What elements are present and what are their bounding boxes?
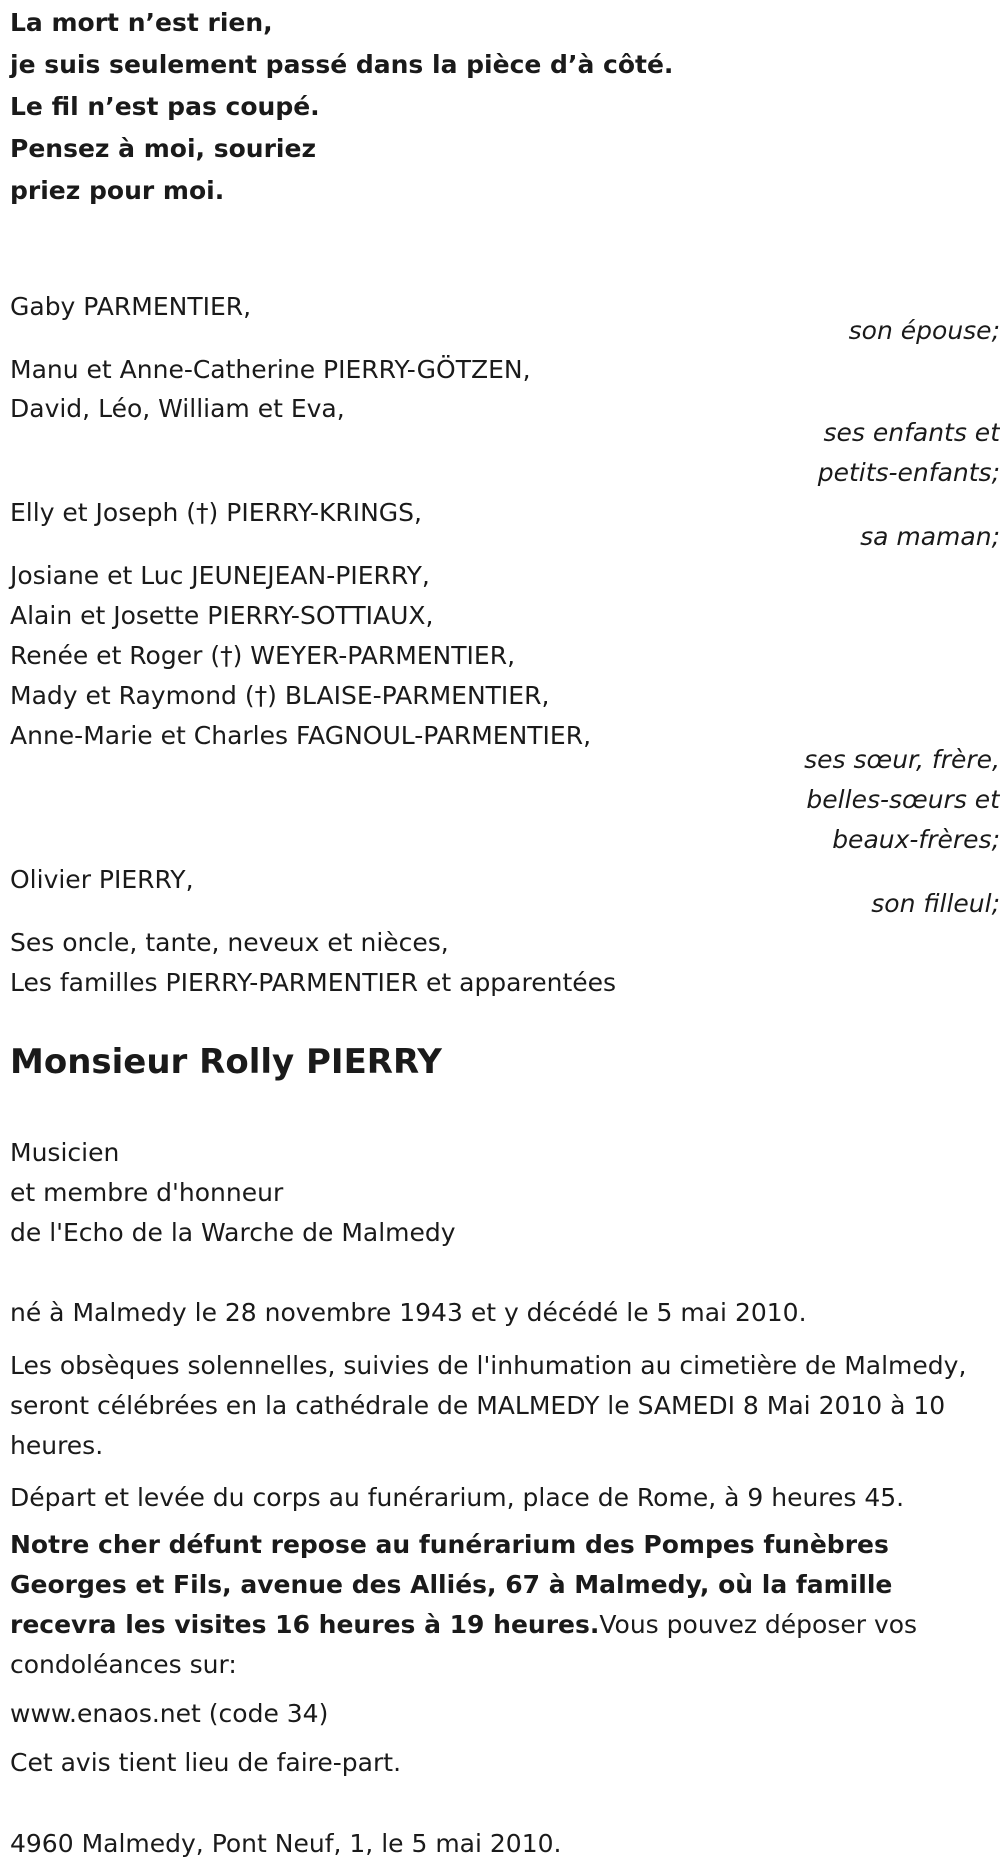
children-role-line-2: petits-enfants; xyxy=(817,458,1000,487)
deceased-name: Monsieur Rolly PIERRY xyxy=(10,1042,442,1082)
funeral-info: Les obsèques solennelles, suivies de l'inhumation au cimetière de Malmedy, seront célébrées en la cathédrale de MALMEDY le SAMEDI 8 Mai 2010 à 10 heures. xyxy=(10,1351,967,1460)
visit-info-rest: Vous pouvez déposer vos condoléances sur: xyxy=(10,1610,918,1679)
godson-role: son filleul; xyxy=(871,889,1000,918)
deceased-title-line-1: Musicien xyxy=(10,1138,120,1167)
mother-role: sa maman; xyxy=(860,522,1000,551)
others-line-2: Les familles PIERRY-PARMENTIER et apparentées xyxy=(10,968,617,997)
children-line-1: Manu et Anne-Catherine PIERRY-GÖTZEN, xyxy=(10,355,531,384)
website: www.enaos.net (code 34) xyxy=(10,1699,329,1728)
birth-death: né à Malmedy le 28 novembre 1943 et y décédé le 5 mai 2010. xyxy=(10,1298,807,1327)
mother-name: Elly et Joseph (†) PIERRY-KRINGS, xyxy=(10,498,422,527)
visit-info xyxy=(10,1525,1000,1685)
visit-info-bold: Notre cher défunt repose au funérarium des Pompes funèbres Georges et Fils, avenue des Alliés, 67 à Malmedy, où la famille recevra les visites 16 heures à 19 heures. xyxy=(10,1530,893,1639)
notice: Cet avis tient lieu de faire-part. xyxy=(10,1748,402,1777)
poem-line-3: Le fil n’est pas coupé. xyxy=(10,92,320,121)
poem-line-1: La mort n’est rien, xyxy=(10,8,273,37)
deceased-title-line-3: de l'Echo de la Warche de Malmedy xyxy=(10,1218,456,1247)
godson-name: Olivier PIERRY, xyxy=(10,865,194,894)
poem-line-4: Pensez à moi, souriez xyxy=(10,134,316,163)
sibling-line-3: Renée et Roger (†) WEYER-PARMENTIER, xyxy=(10,641,516,670)
siblings-role-line-3: beaux-frères; xyxy=(832,825,1000,854)
siblings-role-line-2: belles-sœurs et xyxy=(806,785,1000,814)
sibling-line-4: Mady et Raymond (†) BLAISE-PARMENTIER, xyxy=(10,681,550,710)
sibling-line-5: Anne-Marie et Charles FAGNOUL-PARMENTIER, xyxy=(10,721,592,750)
others-line-1: Ses oncle, tante, neveux et nièces, xyxy=(10,928,449,957)
poem-line-2: je suis seulement passé dans la pièce d’à côté. xyxy=(10,50,674,79)
departure-info: Départ et levée du corps au funérarium, place de Rome, à 9 heures 45. xyxy=(10,1483,905,1512)
place-date: 4960 Malmedy, Pont Neuf, 1, le 5 mai 2010. xyxy=(10,1829,562,1858)
deceased-title-line-2: et membre d'honneur xyxy=(10,1178,284,1207)
poem-line-5: priez pour moi. xyxy=(10,176,225,205)
sibling-line-2: Alain et Josette PIERRY-SOTTIAUX, xyxy=(10,601,434,630)
children-line-2: David, Léo, William et Eva, xyxy=(10,394,345,423)
siblings-role-line-1: ses sœur, frère, xyxy=(804,745,1000,774)
children-role-line-1: ses enfants et xyxy=(823,418,1000,447)
spouse-name: Gaby PARMENTIER, xyxy=(10,292,252,321)
spouse-role: son épouse; xyxy=(848,316,1000,345)
sibling-line-1: Josiane et Luc JEUNEJEAN-PIERRY, xyxy=(10,561,430,590)
